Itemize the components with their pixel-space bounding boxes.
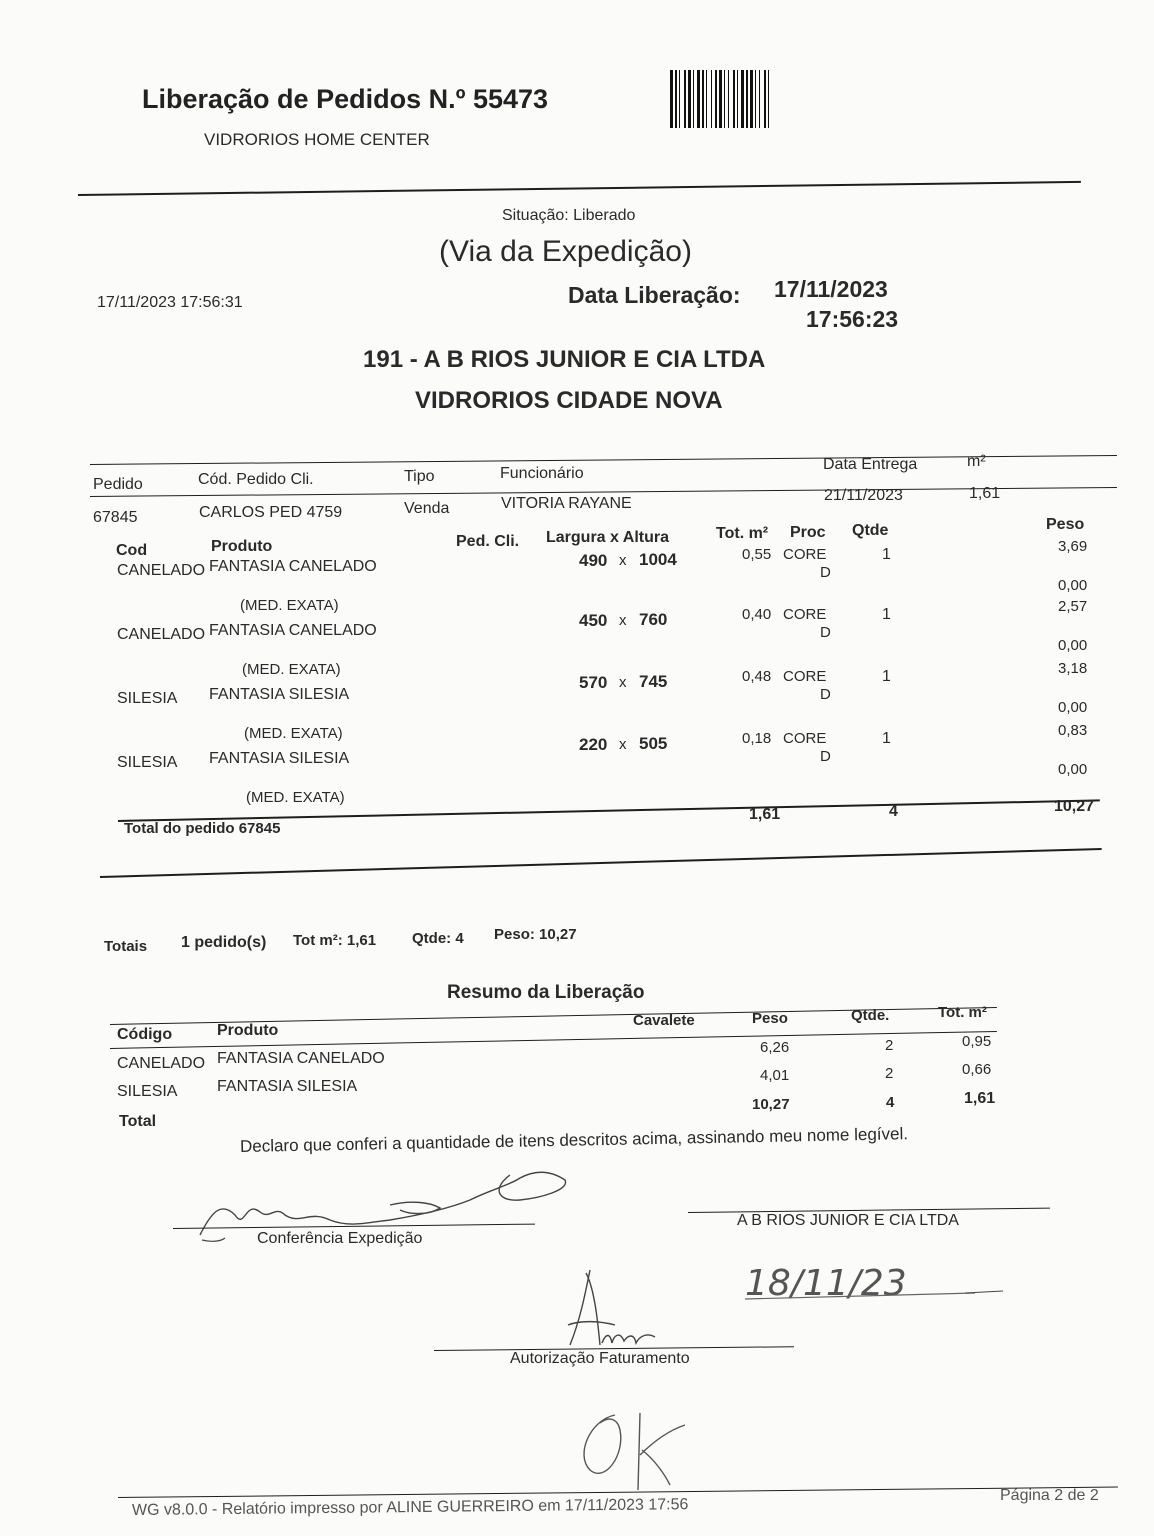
item-largura: 570 — [579, 673, 608, 692]
sum-total-m2: 1,61 — [964, 1090, 996, 1107]
item-altura: 1004 — [639, 550, 677, 569]
item-largura: 490 — [579, 551, 608, 570]
val-pedido: 67845 — [93, 509, 138, 526]
item-peso: 0,83 — [1058, 722, 1088, 739]
item-produto: FANTASIA SILESIA — [209, 686, 350, 703]
item-x: x — [619, 612, 627, 629]
item-qtde: 1 — [882, 546, 891, 563]
header-divider — [78, 181, 1081, 196]
handwritten-date-text: 18/11/23 — [745, 1263, 907, 1304]
item-note: (MED. EXATA) — [244, 725, 343, 742]
sum-col-qtde: Qtde. — [851, 1007, 890, 1024]
item-peso2: 0,00 — [1058, 699, 1088, 716]
item-x: x — [619, 674, 627, 691]
item-altura: 745 — [639, 672, 668, 691]
barcode-bar — [693, 70, 694, 128]
sum-col-peso: Peso — [752, 1010, 788, 1027]
item-qtde: 1 — [882, 730, 891, 747]
order-total-peso: 10,27 — [1054, 798, 1095, 815]
item-proc2: D — [820, 686, 831, 703]
item-tot-m2: 0,18 — [742, 730, 772, 747]
col-cod-pedido-cli: Cód. Pedido Cli. — [198, 471, 314, 488]
barcode-bar — [759, 70, 760, 128]
barcode-bar — [719, 70, 722, 128]
barcode-bar — [697, 70, 700, 128]
item-peso2: 0,00 — [1058, 577, 1088, 594]
col-funcionario: Funcionário — [500, 465, 584, 482]
col-cod: Cod — [116, 542, 148, 559]
barcode-bar — [724, 70, 725, 128]
item-proc2: D — [820, 624, 831, 641]
order-total-qtde: 4 — [889, 803, 898, 820]
barcode-bar — [737, 70, 738, 128]
barcode-bar — [764, 70, 766, 128]
data-liberacao-time: 17:56:23 — [806, 306, 899, 332]
item-produto: FANTASIA CANELADO — [209, 558, 377, 575]
item-produto: FANTASIA SILESIA — [209, 750, 350, 767]
order-top-line — [90, 455, 1117, 465]
col-tot-m2: Tot. m² — [716, 525, 769, 542]
barcode-bar — [750, 70, 753, 128]
item-peso: 3,18 — [1058, 660, 1088, 677]
val-funcionario: VITORIA RAYANE — [501, 495, 632, 512]
situacao-label: Situação: Liberado — [502, 207, 636, 224]
company-sign-label: A B RIOS JUNIOR E CIA LTDA — [737, 1212, 959, 1229]
sum-col-codigo: Código — [117, 1026, 173, 1043]
col-data-entrega: Data Entrega — [823, 456, 918, 473]
sum-row-produto: FANTASIA SILESIA — [217, 1078, 358, 1095]
val-cod-pedido-cli: CARLOS PED 4759 — [199, 504, 343, 521]
sum-row-produto: FANTASIA CANELADO — [217, 1050, 385, 1067]
item-qtde: 1 — [882, 606, 891, 623]
item-largura: 220 — [579, 735, 608, 754]
sum-row-codigo: SILESIA — [117, 1083, 178, 1100]
barcode-bar — [684, 70, 686, 128]
barcode-bar — [702, 70, 704, 128]
sum-row-qtde: 2 — [885, 1037, 894, 1054]
item-largura: 450 — [579, 611, 608, 630]
sum-col-tot-m2: Tot. m² — [938, 1004, 987, 1021]
col-tipo: Tipo — [404, 468, 435, 485]
barcode-bar — [706, 70, 707, 128]
barcode-bar — [715, 70, 717, 128]
col-peso: Peso — [1046, 516, 1085, 533]
item-proc1: CORE — [783, 730, 827, 747]
barcode-bar — [733, 70, 735, 128]
sum-row-codigo: CANELADO — [117, 1055, 206, 1072]
item-proc2: D — [820, 748, 831, 765]
sum-row-tot-m2: 0,95 — [962, 1033, 992, 1050]
totals-m2: Tot m²: 1,61 — [293, 932, 377, 949]
ok-mark — [570, 1405, 700, 1495]
report-title: Liberação de Pedidos N.º 55473 — [142, 84, 549, 114]
item-tot-m2: 0,48 — [742, 668, 772, 685]
sum-row-tot-m2: 0,66 — [962, 1061, 992, 1078]
item-peso: 3,69 — [1058, 538, 1088, 555]
sum-total-peso: 10,27 — [752, 1096, 790, 1113]
item-cod: SILESIA — [117, 754, 178, 771]
handwritten-date — [745, 1255, 1005, 1315]
totals-label: Totais — [104, 938, 148, 955]
val-m2: 1,61 — [969, 485, 1001, 502]
item-proc2: D — [820, 564, 831, 581]
item-note: (MED. EXATA) — [246, 789, 345, 806]
item-peso2: 0,00 — [1058, 761, 1088, 778]
item-tot-m2: 0,55 — [742, 546, 772, 563]
data-liberacao-label: Data Liberação: — [568, 282, 741, 308]
printed-at: 17/11/2023 17:56:31 — [97, 294, 243, 311]
client-store: VIDRORIOS CIDADE NOVA — [415, 387, 723, 414]
order-total-label: Total do pedido 67845 — [124, 820, 281, 837]
sum-total-label: Total — [119, 1113, 157, 1130]
totals-qtde: Qtde: 4 — [412, 930, 464, 947]
company-name: VIDRORIOS HOME CENTER — [204, 130, 430, 149]
footer-printed-by: WG v8.0.0 - Relatório impresso por ALINE GUERREIRO em 17/11/2023 17:56 — [131, 1496, 689, 1519]
via-label: (Via da Expedição) — [439, 235, 692, 268]
val-tipo: Venda — [404, 500, 450, 517]
item-proc1: CORE — [783, 668, 827, 685]
order-total-m2: 1,61 — [749, 806, 781, 823]
barcode-bar — [670, 70, 673, 128]
barcode — [670, 70, 848, 128]
sum-col-cavalete: Cavalete — [633, 1012, 695, 1029]
item-cod: SILESIA — [117, 690, 178, 707]
conferencia-label: Conferência Expedição — [257, 1230, 423, 1247]
sum-row-peso: 4,01 — [760, 1067, 790, 1084]
item-note: (MED. EXATA) — [240, 597, 339, 614]
sum-row-peso: 6,26 — [760, 1039, 790, 1056]
item-cod: CANELADO — [117, 562, 206, 579]
sum-row-qtde: 2 — [885, 1065, 894, 1082]
order-bottom-line — [100, 848, 1102, 878]
item-tot-m2: 0,40 — [742, 606, 772, 623]
barcode-bar — [711, 70, 712, 128]
barcode-bar — [755, 70, 756, 128]
item-altura: 760 — [639, 610, 668, 629]
item-cod: CANELADO — [117, 626, 206, 643]
col-proc: Proc — [790, 524, 826, 541]
col-qtde: Qtde — [852, 522, 889, 539]
col-largura-altura: Largura x Altura — [546, 529, 669, 546]
item-qtde: 1 — [882, 668, 891, 685]
barcode-bar — [768, 70, 769, 128]
col-produto: Produto — [211, 538, 273, 555]
barcode-bar — [675, 70, 677, 128]
item-note: (MED. EXATA) — [242, 661, 341, 678]
item-proc1: CORE — [783, 546, 827, 563]
barcode-bar — [741, 70, 744, 128]
totals-peso: Peso: 10,27 — [494, 926, 577, 943]
item-x: x — [619, 736, 627, 753]
barcode-bar — [728, 70, 729, 128]
item-peso: 2,57 — [1058, 598, 1088, 615]
barcode-bar — [679, 70, 680, 128]
col-m2: m² — [967, 453, 986, 470]
barcode-bar — [746, 70, 748, 128]
item-produto: FANTASIA CANELADO — [209, 622, 377, 639]
totals-pedidos: 1 pedido(s) — [181, 934, 267, 951]
item-x: x — [619, 552, 627, 569]
barcode-bar — [688, 70, 691, 128]
sum-total-qtde: 4 — [886, 1094, 895, 1111]
client-name: 191 - A B RIOS JUNIOR E CIA LTDA — [363, 346, 766, 373]
summary-title: Resumo da Liberação — [447, 982, 645, 1003]
col-pedido: Pedido — [93, 476, 143, 493]
declaration-text: Declaro que conferi a quantidade de itens descritos acima, assinando meu nome legível. — [239, 1124, 909, 1156]
footer-page: Página 2 de 2 — [1000, 1487, 1099, 1504]
data-liberacao-date: 17/11/2023 — [774, 276, 888, 302]
val-data-entrega: 21/11/2023 — [824, 487, 903, 504]
item-altura: 505 — [639, 734, 668, 753]
sum-col-produto: Produto — [217, 1022, 279, 1039]
autorizacao-label: Autorização Faturamento — [510, 1350, 690, 1367]
item-proc1: CORE — [783, 606, 827, 623]
col-ped-cli: Ped. Cli. — [456, 533, 520, 550]
item-peso2: 0,00 — [1058, 637, 1088, 654]
